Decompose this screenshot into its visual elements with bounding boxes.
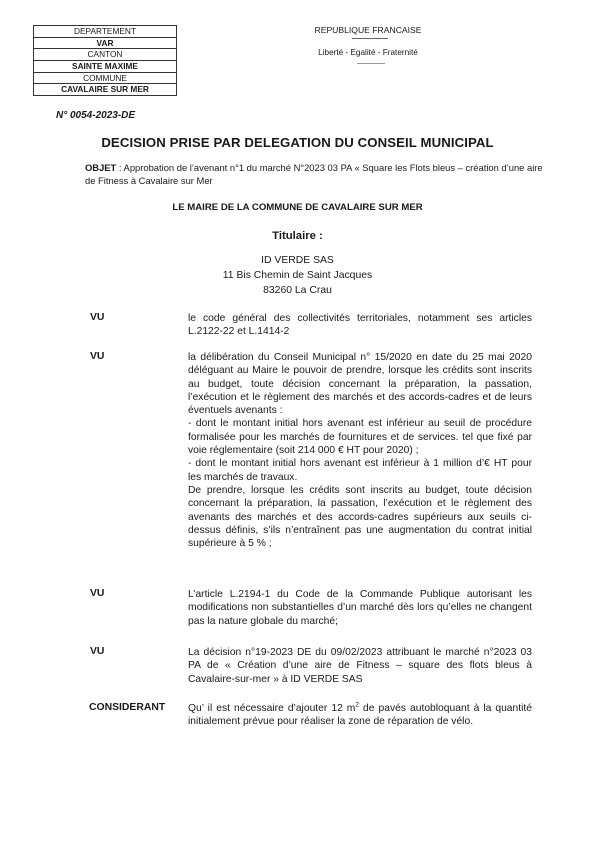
republic-motto: Liberté - Egalité - Fraternité <box>318 48 418 57</box>
vu-label: VU <box>90 588 105 599</box>
considerant-text-after: de pavés autobloquant à la quantité initialement prévue pour réaliser la zone de réparation de vélo. <box>188 703 532 728</box>
header-divider-small <box>357 63 385 64</box>
page-title: DECISION PRISE PAR DELEGATION DU CONSEIL MUNICIPAL <box>101 135 494 150</box>
vu-paragraph: L’article L.2194-1 du Code de la Commande Publique autorisant les modifications non substantielles d’un marché dès lors qu’elles ne changent pas la nature globale du marché; <box>188 589 532 627</box>
considerant-superscript: 2 <box>355 701 360 709</box>
administrative-box <box>33 25 177 96</box>
vu-paragraph: - dont le montant initial hors avenant est inférieur à 1 million d’€ HT pour les marchés de travaux. <box>188 458 532 483</box>
vu-label: VU <box>90 646 105 657</box>
titulaire-label: Titulaire : <box>272 230 323 242</box>
republic-title: REPUBLIQUE FRANCAISE <box>314 25 422 35</box>
objet-label: OBJET <box>85 162 117 173</box>
considerant-text <box>188 702 532 729</box>
vu-paragraph: - dont le montant initial hors avenant est inférieur au seuil de procédure formalisée pour les marchés de fournitures et de services. tel que fixé par voie réglementaire (soit 214 000 € HT pour 2020) ; <box>188 418 532 457</box>
admin-canton-label: CANTON <box>34 49 176 61</box>
decision-number: N° 0054-2023-DE <box>56 110 136 121</box>
vu-text <box>188 646 532 686</box>
header-divider <box>352 38 388 39</box>
admin-departement-value: VAR <box>34 38 176 50</box>
admin-commune-label: COMMUNE <box>34 73 176 85</box>
admin-departement-label: DEPARTEMENT <box>34 26 176 38</box>
vu-text <box>188 351 532 550</box>
vu-label: VU <box>90 351 105 362</box>
objet-paragraph <box>85 162 550 187</box>
vu-text <box>188 312 532 339</box>
considerant-label: CONSIDERANT <box>89 702 166 713</box>
vu-text <box>188 588 532 628</box>
admin-canton-value: SAINTE MAXIME <box>34 61 176 73</box>
admin-commune-value: CAVALAIRE SUR MER <box>61 84 149 95</box>
vu-paragraph: De prendre, lorsque les crédits sont inscrits au budget, toute décision concernant la préparation, la passation, l’exécution et le règlement des avenants des marchés et des accords-cadres supérieurs aux seuils ci-dessus définis, s’ils n’entraînent pas une augmentation du contrat initial supérieure à 5 % ; <box>188 484 532 550</box>
objet-text: : Approbation de l’avenant n°1 du marché N°2023 03 PA « Square les Flots bleus – création d’une aire de Fitness à Cavalaire sur Mer <box>85 162 543 186</box>
vu-paragraph: le code général des collectivités territoriales, notamment ses articles L.2122-22 et L.1414-2 <box>188 313 532 338</box>
vu-paragraph: La décision n°19-2023 DE du 09/02/2023 attribuant le marché n°2023 03 PA de « Création d’une aire de Fitness – square des flots bleus à Cavalaire-sur-mer » à ID VERDE SAS <box>188 647 532 685</box>
vu-paragraph: la délibération du Conseil Municipal n° 15/2020 en date du 25 mai 2020 déléguant au Maire le pouvoir de prendre, lorsque les crédits sont inscrits au budget, toute décision concernant la préparation, la passation, l’exécution et le règlement des marchés et des accords-cadres et de leurs éventuels avenants : <box>188 352 532 417</box>
titulaire-name: ID VERDE SAS <box>261 255 334 266</box>
titulaire-address-line1: 11 Bis Chemin de Saint Jacques <box>222 270 373 281</box>
vu-label: VU <box>90 312 105 323</box>
maire-heading: LE MAIRE DE LA COMMUNE DE CAVALAIRE SUR MER <box>172 202 423 213</box>
considerant-text-before: Qu’ il est nécessaire d’ajouter 12 m <box>188 703 356 714</box>
titulaire-address-line2: 83260 La Crau <box>263 285 332 296</box>
